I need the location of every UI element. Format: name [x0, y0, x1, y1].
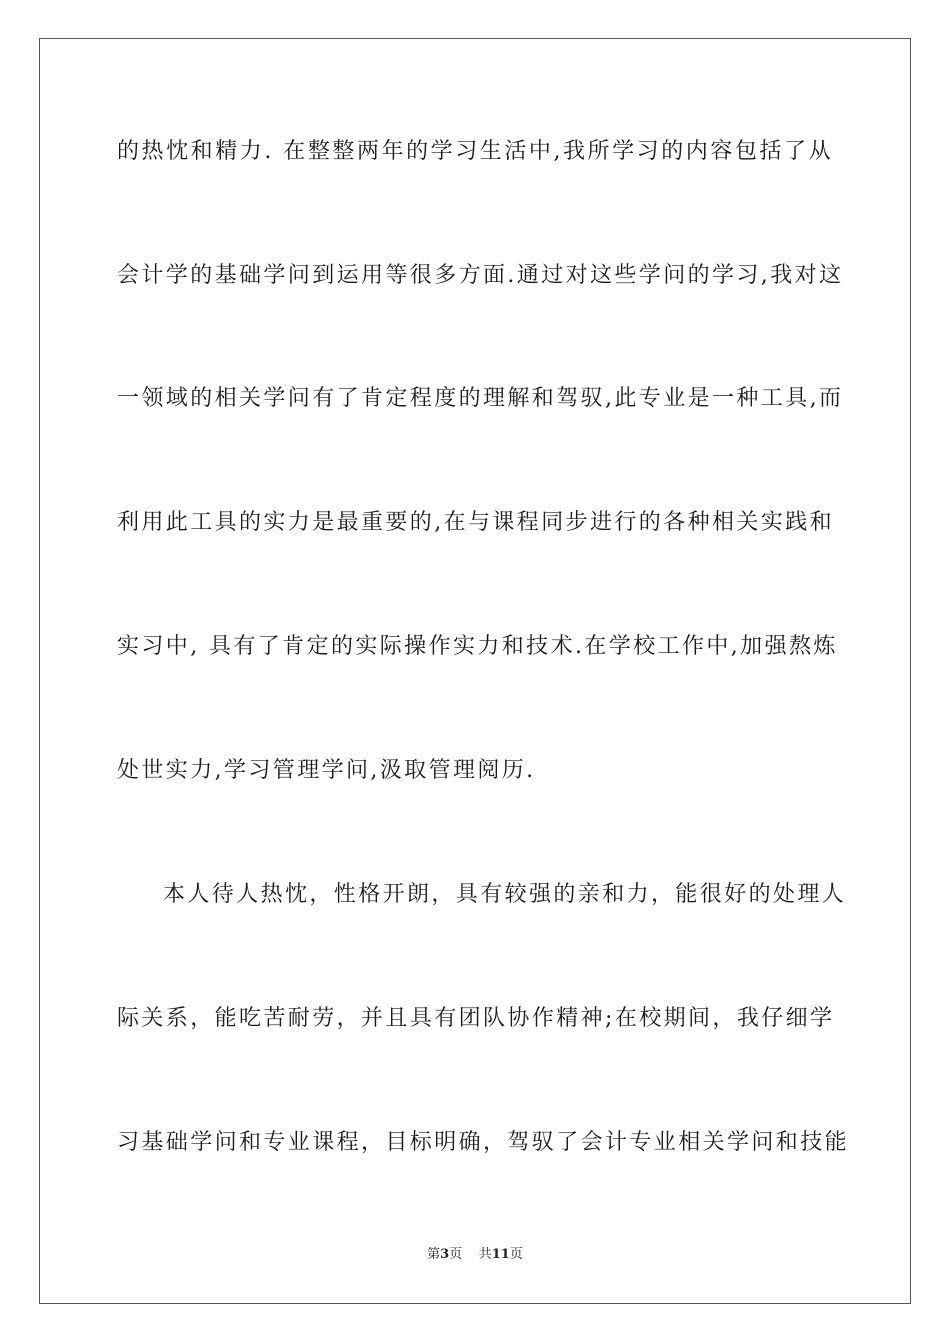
text-line-1: 的热忱和精力. 在整整两年的学习生活中,我所学习的内容包括了从 [117, 139, 833, 164]
footer-page-suffix: 页 [449, 1247, 463, 1262]
footer-page-number: 3 [440, 1247, 450, 1262]
paragraph-2-line-1: 本人待人热忱，性格开朗，具有较强的亲和力，能很好的处理人 [163, 882, 847, 907]
text-line-6: 处世实力,学习管理学问,汲取管理阅历. [117, 758, 536, 783]
paragraph-2-line-2: 际关系，能吃苦耐劳，并且具有团队协作精神;在校期间，我仔细学 [117, 1006, 835, 1031]
text-line-4: 利用此工具的实力是最重要的,在与课程同步进行的各种相关实践和 [117, 510, 834, 535]
page-border [39, 38, 911, 1304]
page-footer [0, 1246, 950, 1264]
footer-total-suffix: 页 [509, 1247, 523, 1262]
paragraph-2-line-3: 习基础学问和专业课程，目标明确，驾驭了会计专业相关学问和技能 [117, 1130, 850, 1155]
footer-total-prefix: 共 [478, 1247, 492, 1262]
text-line-5: 实习中, 具有了肯定的实际操作实力和技术.在学校工作中,加强熬炼 [117, 634, 838, 659]
text-line-2: 会计学的基础学问到运用等很多方面.通过对这些学问的学习,我对这 [117, 263, 844, 288]
footer-total-number: 11 [491, 1247, 510, 1262]
text-line-3: 一领域的相关学问有了肯定程度的理解和驾驭,此专业是一种工具,而 [117, 386, 844, 411]
footer-page-prefix: 第 [427, 1247, 441, 1262]
